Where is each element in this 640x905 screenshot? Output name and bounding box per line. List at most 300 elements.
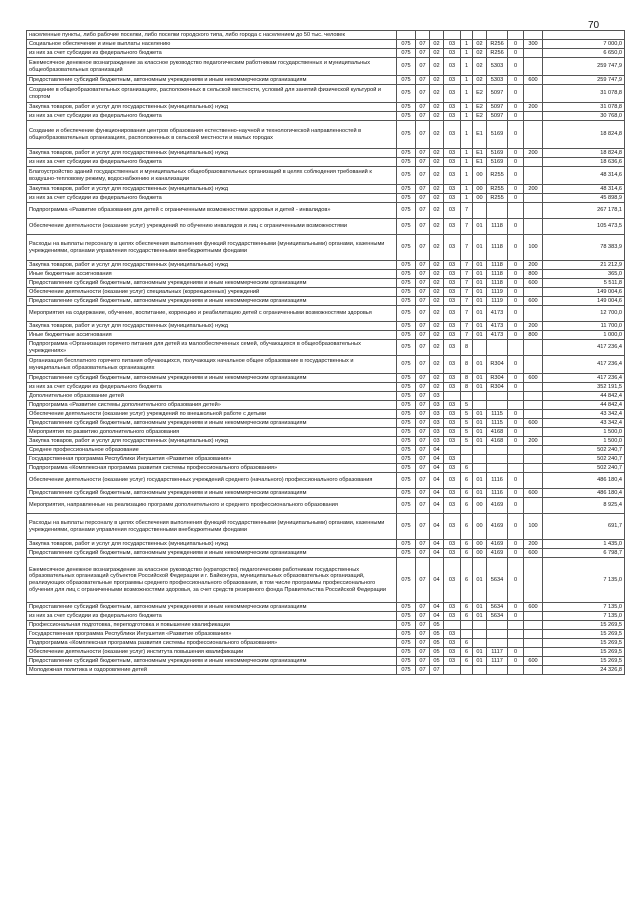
row-code-cell: 0	[508, 306, 524, 322]
row-code-cell: 03	[444, 306, 461, 322]
row-code-cell: 03	[444, 401, 461, 410]
row-code-cell: 01	[473, 288, 487, 297]
row-code-cell: 7	[461, 261, 473, 270]
row-code-cell: 1115	[487, 419, 508, 428]
row-amount: 7 000,0	[543, 40, 625, 49]
row-amount: 15 269,5	[543, 648, 625, 657]
row-code-cell: 075	[397, 464, 416, 473]
row-code-cell: 075	[397, 331, 416, 340]
row-code-cell: 075	[397, 158, 416, 167]
row-code-cell: R255	[487, 194, 508, 203]
row-code-cell	[487, 401, 508, 410]
row-code-cell: 1117	[487, 648, 508, 657]
row-code-cell: E2	[473, 103, 487, 112]
row-description: Государственная программа Республики Ингушетия «Развитие образования»	[27, 455, 397, 464]
row-code-cell: 800	[524, 331, 543, 340]
row-code-cell: 4169	[487, 514, 508, 540]
row-code-cell: 02	[430, 306, 444, 322]
row-code-cell: 02	[430, 58, 444, 76]
row-code-cell	[487, 340, 508, 356]
row-code-cell: 04	[430, 498, 444, 514]
row-code-cell: 0	[508, 270, 524, 279]
row-code-cell: 02	[473, 76, 487, 85]
row-code-cell: 1	[461, 49, 473, 58]
row-code-cell: 075	[397, 621, 416, 630]
row-code-cell: 1	[461, 112, 473, 121]
row-code-cell: 1	[461, 149, 473, 158]
row-amount: 15 269,5	[543, 621, 625, 630]
row-code-cell	[524, 446, 543, 455]
row-code-cell: 02	[430, 185, 444, 194]
row-code-cell: 02	[430, 331, 444, 340]
row-code-cell: 6	[461, 489, 473, 498]
table-row	[27, 383, 625, 392]
row-code-cell: 075	[397, 356, 416, 374]
row-code-cell: 8	[461, 356, 473, 374]
row-code-cell: 02	[430, 261, 444, 270]
row-code-cell: 0	[508, 540, 524, 549]
row-code-cell: 05	[430, 657, 444, 666]
table-row	[27, 410, 625, 419]
row-code-cell: 07	[416, 49, 430, 58]
row-code-cell: 07	[416, 657, 430, 666]
row-code-cell	[461, 630, 473, 639]
row-description: Дополнительное образование детей	[27, 392, 397, 401]
table-row	[27, 158, 625, 167]
row-code-cell: 1	[461, 85, 473, 103]
row-code-cell: 01	[473, 279, 487, 288]
row-code-cell: 0	[508, 383, 524, 392]
row-code-cell: 05	[430, 630, 444, 639]
row-code-cell: 03	[430, 392, 444, 401]
table-row	[27, 167, 625, 185]
row-amount: 30 768,0	[543, 112, 625, 121]
row-code-cell	[416, 31, 430, 40]
row-code-cell	[508, 630, 524, 639]
row-description: Обеспечение деятельности (оказание услуг) государственных учреждений среднего (начального) профессионального образования	[27, 473, 397, 489]
row-code-cell: 07	[416, 103, 430, 112]
row-code-cell: 7	[461, 235, 473, 261]
row-code-cell: 1118	[487, 270, 508, 279]
row-code-cell: 200	[524, 103, 543, 112]
row-code-cell: 01	[473, 235, 487, 261]
row-code-cell: 01	[473, 428, 487, 437]
row-description: Ежемесячное денежное вознаграждение за классное руководство (кураторство) педагогическим работникам государственных образовательных организаций субъектов Российской Федерации и г. Байконура, муниципальных образовательных организаций, реализующих образовательные программы среднего профессионального образования, в том числе программы профессионального обучения для лиц с ограниченными возможностями здоровья, за счет средств резервного фонда Правительства Российской Федерации	[27, 558, 397, 603]
row-amount: 502 240,7	[543, 446, 625, 455]
row-code-cell	[524, 621, 543, 630]
row-code-cell: R304	[487, 374, 508, 383]
row-description: Иные бюджетные ассигнования	[27, 270, 397, 279]
row-code-cell	[524, 383, 543, 392]
row-code-cell: 200	[524, 322, 543, 331]
row-code-cell: 1	[461, 40, 473, 49]
row-description: из них за счет субсидии из федерального бюджета	[27, 158, 397, 167]
row-code-cell: 07	[416, 648, 430, 657]
row-code-cell: 07	[416, 621, 430, 630]
row-code-cell: 07	[416, 203, 430, 219]
row-code-cell: 05	[430, 648, 444, 657]
row-code-cell: R304	[487, 356, 508, 374]
table-row	[27, 279, 625, 288]
row-amount: 486 180,4	[543, 473, 625, 489]
row-code-cell: 03	[444, 158, 461, 167]
row-code-cell: 0	[508, 473, 524, 489]
row-code-cell: 03	[444, 279, 461, 288]
row-code-cell: 075	[397, 297, 416, 306]
row-code-cell: 0	[508, 331, 524, 340]
row-code-cell: 4173	[487, 331, 508, 340]
row-code-cell: 075	[397, 603, 416, 612]
row-code-cell: 6	[461, 648, 473, 657]
row-code-cell: 075	[397, 446, 416, 455]
row-code-cell: 075	[397, 549, 416, 558]
row-code-cell: 0	[508, 514, 524, 540]
row-code-cell: 07	[416, 410, 430, 419]
row-code-cell: 03	[444, 603, 461, 612]
row-code-cell: 300	[524, 40, 543, 49]
row-code-cell: 0	[508, 219, 524, 235]
row-amount: 15 269,5	[543, 657, 625, 666]
row-code-cell: 01	[473, 356, 487, 374]
row-code-cell	[473, 621, 487, 630]
row-code-cell: 075	[397, 419, 416, 428]
row-code-cell: 07	[416, 40, 430, 49]
row-code-cell	[487, 666, 508, 675]
table-row	[27, 58, 625, 76]
row-amount: 7 135,0	[543, 603, 625, 612]
table-row	[27, 270, 625, 279]
row-code-cell: 0	[508, 261, 524, 270]
row-code-cell: 075	[397, 288, 416, 297]
row-code-cell	[524, 167, 543, 185]
row-description: из них за счет субсидии из федерального бюджета	[27, 49, 397, 58]
row-code-cell	[487, 203, 508, 219]
row-amount: 7 135,0	[543, 558, 625, 603]
row-code-cell	[524, 194, 543, 203]
row-code-cell: 600	[524, 374, 543, 383]
row-description: из них за счет субсидии из федерального бюджета	[27, 112, 397, 121]
table-row	[27, 498, 625, 514]
row-code-cell: 7	[461, 288, 473, 297]
row-code-cell	[524, 112, 543, 121]
row-code-cell: 0	[508, 158, 524, 167]
row-code-cell: 02	[430, 167, 444, 185]
row-code-cell: 00	[473, 167, 487, 185]
row-code-cell: 01	[473, 648, 487, 657]
row-code-cell: R256	[487, 40, 508, 49]
row-code-cell: 0	[508, 612, 524, 621]
row-code-cell	[508, 203, 524, 219]
table-row	[27, 549, 625, 558]
row-code-cell: 600	[524, 279, 543, 288]
row-description: Предоставление субсидий бюджетным, автономным учреждениям и иным некоммерческим организациям	[27, 76, 397, 85]
row-code-cell: 0	[508, 235, 524, 261]
table-row	[27, 558, 625, 603]
row-code-cell	[524, 558, 543, 603]
table-row	[27, 261, 625, 270]
row-code-cell: 7	[461, 322, 473, 331]
row-code-cell: 02	[430, 103, 444, 112]
row-code-cell: 03	[444, 121, 461, 149]
row-amount: 18 636,6	[543, 158, 625, 167]
row-code-cell: 4168	[487, 428, 508, 437]
row-code-cell: 8	[461, 374, 473, 383]
table-row	[27, 455, 625, 464]
row-code-cell: 600	[524, 489, 543, 498]
row-amount: 43 342,4	[543, 410, 625, 419]
row-code-cell: 01	[473, 410, 487, 419]
row-code-cell: 07	[416, 340, 430, 356]
table-row	[27, 331, 625, 340]
row-code-cell: 07	[416, 446, 430, 455]
row-code-cell: 075	[397, 261, 416, 270]
row-code-cell: 07	[430, 666, 444, 675]
row-code-cell: 100	[524, 235, 543, 261]
row-amount: 78 383,9	[543, 235, 625, 261]
row-description: Подпрограмма «Развитие образования для детей с ограниченными возможностями здоровья и детей - инвалидов»	[27, 203, 397, 219]
row-amount: 502 240,7	[543, 455, 625, 464]
row-code-cell: 1118	[487, 279, 508, 288]
row-code-cell	[487, 446, 508, 455]
row-code-cell: 07	[416, 514, 430, 540]
row-code-cell: 03	[430, 437, 444, 446]
row-description: Мероприятия по развитию дополнительного образования	[27, 428, 397, 437]
row-code-cell: 04	[430, 558, 444, 603]
row-code-cell: 03	[444, 356, 461, 374]
row-code-cell: 1	[461, 194, 473, 203]
row-code-cell: 7	[461, 279, 473, 288]
row-code-cell: 00	[473, 498, 487, 514]
row-code-cell: 0	[508, 322, 524, 331]
row-amount: 267 178,1	[543, 203, 625, 219]
row-code-cell: 01	[473, 437, 487, 446]
row-code-cell: 075	[397, 49, 416, 58]
row-description: Создание в общеобразовательных организациях, расположенных в сельской местности, условий для занятий физической культурой и спортом	[27, 85, 397, 103]
row-code-cell: 03	[444, 374, 461, 383]
row-description: из них за счет субсидии из федерального бюджета	[27, 612, 397, 621]
row-code-cell: 075	[397, 270, 416, 279]
table-row	[27, 489, 625, 498]
row-code-cell: 075	[397, 401, 416, 410]
row-code-cell: 03	[444, 648, 461, 657]
row-description: Закупка товаров, работ и услуг для государственных (муниципальных) нужд	[27, 261, 397, 270]
row-code-cell: 1	[461, 76, 473, 85]
row-code-cell: 01	[473, 322, 487, 331]
row-code-cell: 600	[524, 76, 543, 85]
row-description: Закупка товаров, работ и услуг для государственных (муниципальных) нужд	[27, 322, 397, 331]
row-code-cell: 200	[524, 261, 543, 270]
row-code-cell	[508, 446, 524, 455]
row-code-cell: 07	[416, 270, 430, 279]
row-code-cell: 03	[444, 270, 461, 279]
row-code-cell: 200	[524, 540, 543, 549]
row-code-cell: 07	[416, 297, 430, 306]
table-row	[27, 288, 625, 297]
row-code-cell: 03	[444, 49, 461, 58]
row-code-cell: 075	[397, 306, 416, 322]
row-code-cell: 075	[397, 40, 416, 49]
row-code-cell: 0	[508, 648, 524, 657]
table-row	[27, 621, 625, 630]
row-code-cell: 075	[397, 657, 416, 666]
row-code-cell	[473, 630, 487, 639]
row-description: населенные пункты, либо рабочие поселки, либо поселки городского типа, либо города с населением до 50 тыс. человек	[27, 31, 397, 40]
row-code-cell: 0	[508, 185, 524, 194]
row-code-cell: 04	[430, 549, 444, 558]
row-code-cell: 075	[397, 121, 416, 149]
row-amount: 48 314,6	[543, 185, 625, 194]
row-code-cell	[444, 31, 461, 40]
row-code-cell: 01	[473, 374, 487, 383]
table-row	[27, 121, 625, 149]
row-code-cell	[524, 288, 543, 297]
table-row	[27, 40, 625, 49]
row-code-cell	[473, 446, 487, 455]
row-code-cell	[473, 464, 487, 473]
row-description: Закупка товаров, работ и услуг для государственных (муниципальных) нужд	[27, 103, 397, 112]
row-code-cell	[430, 31, 444, 40]
row-code-cell: 03	[444, 331, 461, 340]
row-code-cell: 04	[430, 455, 444, 464]
row-amount	[543, 31, 625, 40]
table-row	[27, 31, 625, 40]
row-code-cell	[487, 621, 508, 630]
row-amount: 6 650,0	[543, 49, 625, 58]
row-code-cell: 075	[397, 58, 416, 76]
row-code-cell: 6	[461, 558, 473, 603]
row-code-cell: 5097	[487, 112, 508, 121]
row-amount: 31 078,8	[543, 103, 625, 112]
row-code-cell: 0	[508, 279, 524, 288]
row-amount: 43 342,4	[543, 419, 625, 428]
row-code-cell: 075	[397, 149, 416, 158]
row-code-cell	[473, 639, 487, 648]
row-code-cell: 01	[473, 306, 487, 322]
row-code-cell: 03	[444, 473, 461, 489]
row-description: Государственная программа Республики Ингушетия «Развитие образования»	[27, 630, 397, 639]
row-code-cell: 03	[444, 58, 461, 76]
row-code-cell: E1	[473, 158, 487, 167]
row-code-cell: E1	[473, 149, 487, 158]
row-code-cell	[524, 219, 543, 235]
row-code-cell: 01	[473, 473, 487, 489]
row-code-cell: 5097	[487, 85, 508, 103]
row-code-cell: 0	[508, 603, 524, 612]
row-code-cell: 200	[524, 437, 543, 446]
row-description: Обеспечение деятельности (оказание услуг) института повышения квалификации	[27, 648, 397, 657]
row-description: Предоставление субсидий бюджетным, автономным учреждениям и иным некоммерческим организациям	[27, 603, 397, 612]
row-code-cell	[524, 410, 543, 419]
row-code-cell	[473, 31, 487, 40]
row-code-cell	[524, 428, 543, 437]
row-code-cell: 03	[444, 194, 461, 203]
row-code-cell	[444, 666, 461, 675]
row-description: Профессиональная подготовка, переподготовка и повышение квалификации	[27, 621, 397, 630]
row-code-cell: 02	[430, 288, 444, 297]
row-code-cell: 01	[473, 270, 487, 279]
row-code-cell: 03	[430, 410, 444, 419]
row-code-cell: 07	[416, 149, 430, 158]
row-code-cell: 03	[430, 419, 444, 428]
row-code-cell: 01	[473, 331, 487, 340]
row-code-cell: 0	[508, 549, 524, 558]
row-code-cell: 075	[397, 648, 416, 657]
row-code-cell: 03	[444, 322, 461, 331]
row-code-cell: 07	[416, 392, 430, 401]
row-code-cell: 03	[444, 549, 461, 558]
row-amount: 15 269,5	[543, 639, 625, 648]
row-code-cell: 07	[416, 639, 430, 648]
row-code-cell: 5634	[487, 558, 508, 603]
row-code-cell: 05	[430, 621, 444, 630]
row-amount: 8 925,4	[543, 498, 625, 514]
row-code-cell: 600	[524, 297, 543, 306]
row-code-cell: 01	[473, 612, 487, 621]
row-description: Закупка товаров, работ и услуг для государственных (муниципальных) нужд	[27, 185, 397, 194]
row-code-cell	[524, 356, 543, 374]
table-row	[27, 235, 625, 261]
table-row	[27, 297, 625, 306]
row-code-cell: 01	[473, 603, 487, 612]
row-code-cell	[508, 464, 524, 473]
row-amount: 1 500,0	[543, 437, 625, 446]
row-description: Мероприятия на содержание, обучение, воспитание, коррекцию и реабилитацию детей с ограниченными возможностями здоровья	[27, 306, 397, 322]
row-code-cell: 07	[416, 437, 430, 446]
row-code-cell: 0	[508, 657, 524, 666]
row-code-cell: 1118	[487, 261, 508, 270]
page-number: 70	[588, 20, 600, 31]
row-description: Социальное обеспечение и иные выплаты населению	[27, 40, 397, 49]
row-code-cell: 02	[430, 40, 444, 49]
row-code-cell: 02	[430, 356, 444, 374]
row-code-cell: 07	[416, 261, 430, 270]
row-code-cell: R255	[487, 167, 508, 185]
table-row	[27, 639, 625, 648]
row-code-cell: 075	[397, 630, 416, 639]
row-code-cell: 07	[416, 455, 430, 464]
table-row	[27, 419, 625, 428]
row-code-cell: 07	[416, 288, 430, 297]
row-code-cell: 7	[461, 331, 473, 340]
row-code-cell: 03	[444, 40, 461, 49]
row-code-cell: 0	[508, 121, 524, 149]
row-amount: 486 180,4	[543, 489, 625, 498]
row-description: Среднее профессиональное образование	[27, 446, 397, 455]
row-code-cell: 03	[444, 630, 461, 639]
row-amount: 417 236,4	[543, 340, 625, 356]
row-code-cell: 5	[461, 419, 473, 428]
row-code-cell: 0	[508, 40, 524, 49]
row-amount: 1 500,0	[543, 428, 625, 437]
row-code-cell: 7	[461, 270, 473, 279]
row-code-cell: 0	[508, 558, 524, 603]
row-code-cell	[487, 31, 508, 40]
row-code-cell	[524, 639, 543, 648]
row-code-cell: 07	[416, 121, 430, 149]
row-description: Предоставление субсидий бюджетным, автономным учреждениям и иным некоммерческим организациям	[27, 419, 397, 428]
row-code-cell: 02	[430, 112, 444, 121]
row-code-cell: 07	[416, 112, 430, 121]
row-code-cell: 03	[444, 437, 461, 446]
row-description: Иные бюджетные ассигнования	[27, 331, 397, 340]
row-description: Предоставление субсидий бюджетным, автономным учреждениям и иным некоммерческим организациям	[27, 657, 397, 666]
row-code-cell	[524, 498, 543, 514]
table-row	[27, 437, 625, 446]
row-code-cell	[524, 85, 543, 103]
row-code-cell: 02	[430, 383, 444, 392]
row-code-cell: 4173	[487, 306, 508, 322]
row-code-cell: 02	[473, 49, 487, 58]
